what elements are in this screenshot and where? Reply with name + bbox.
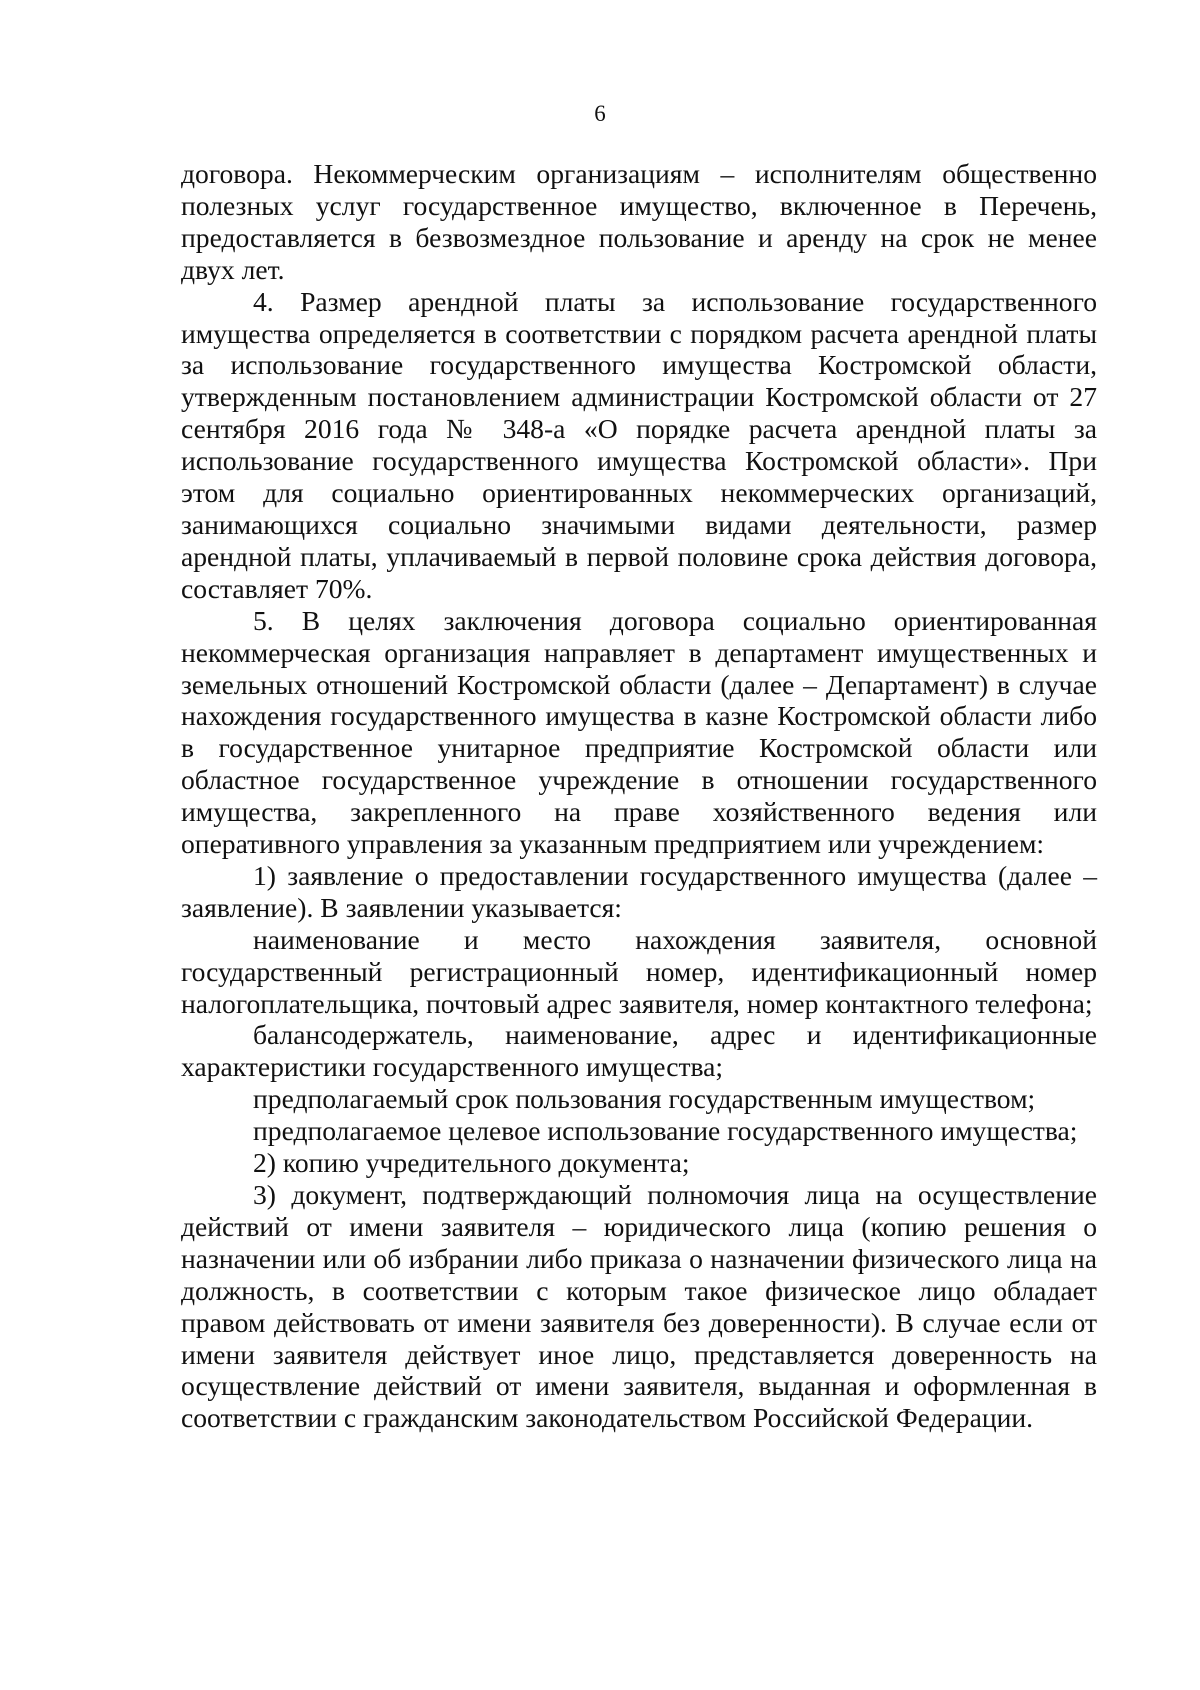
paragraph-subitem-2-charter: 2) копию учредительного документа; — [253, 1147, 690, 1179]
paragraph-subitem-1-statement: 1) заявление о предоставлении государственного имущества (далее – заявление). В заявлении указывается: — [181, 859, 1097, 923]
paragraph-usage-term: предполагаемый срок пользования государственным имуществом; — [253, 1083, 1036, 1115]
document-body — [181, 158, 1097, 1434]
paragraph-property-details: балансодержатель, наименование, адрес и идентификационные характеристики государственного имущества; — [181, 1019, 1097, 1083]
paragraph-applicant-details: наименование и место нахождения заявителя, основной государственный регистрационный номер, идентификационный номер налогоплательщика, почтовый адрес заявителя, номер контактного телефона; — [181, 923, 1097, 1019]
paragraph-item-4-rent: 4. Размер арендной платы за использование государственного имущества определяется в соответствии с порядком расчета арендной платы за использование государственного имущества Костромской области, утвержденным постановлением администрации Костромской области от 27 сентября 2016 года № 348-а «О порядке расчета арендной платы за использование государственного имущества Костромской области». При этом для социально ориентированных некоммерческих организаций, занимающихся социально значимыми видами деятельности, размер арендной платы, уплачиваемый в первой половине срока действия договора, составляет 70%. — [181, 285, 1097, 604]
paragraph-contract-term: договора. Некоммерческим организациям – исполнителям общественно полезных услуг государственное имущество, включенное в Перечень, предоставляется в безвозмездное пользование и аренду на срок не менее двух лет. — [181, 158, 1097, 285]
paragraph-subitem-3-authority: 3) документ, подтверждающий полномочия лица на осуществление действий от имени заявителя – юридического лица (копию решения о назначении или об избрании либо приказа о назначении физического лица на должность, в соответствии с которым такое физическое лицо обладает правом действовать от имени заявителя без доверенности). В случае если от имени заявителя действует иное лицо, представляется доверенность на осуществление действий от имени заявителя, выданная и оформленная в соответствии с гражданским законодательством Российской Федерации. — [181, 1179, 1097, 1434]
page-number: 6 — [594, 101, 606, 126]
paragraph-intended-use: предполагаемое целевое использование государственного имущества; — [253, 1115, 1078, 1147]
paragraph-item-5-application: 5. В целях заключения договора социально ориентированная некоммерческая организация направляет в департамент имущественных и земельных отношений Костромской области (далее – Департамент) в случае нахождения государственного имущества в казне Костромской области либо в государственное унитарное предприятие Костромской области или областное государственное учреждение в отношении государственного имущества, закрепленного на праве хозяйственного ведения или оперативного управления за указанным предприятием или учреждением: — [181, 604, 1097, 860]
